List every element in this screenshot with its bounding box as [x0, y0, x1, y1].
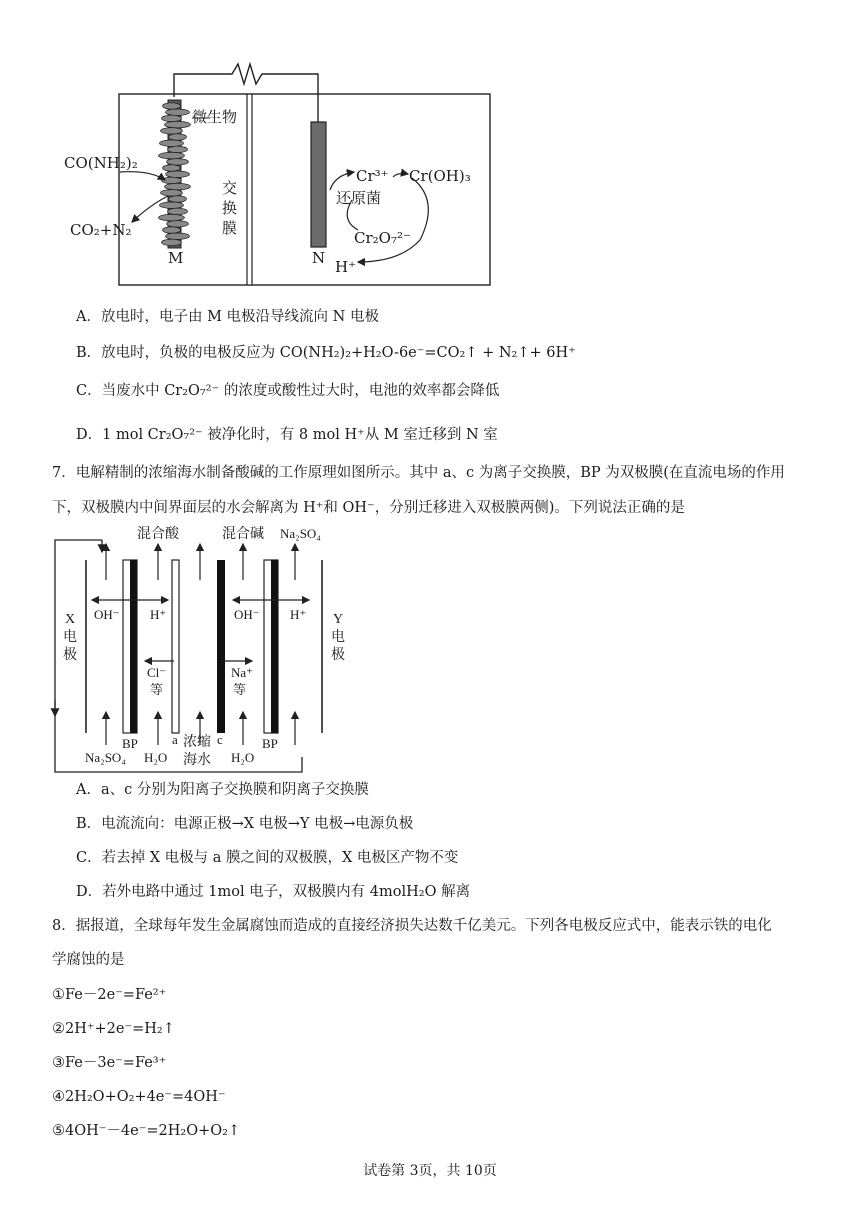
h2o-right-label: H₂O — [231, 750, 255, 765]
c-label: c — [217, 732, 223, 747]
urea-arrow — [120, 172, 165, 180]
cr2o7-label: Cr₂O₇²⁻ — [354, 229, 411, 247]
a-label: a — [172, 732, 178, 747]
q8-equation-4: ④2H₂O+O₂+4e⁻=4OH⁻ — [52, 1089, 226, 1105]
membrane-a — [172, 560, 179, 733]
na2so4-bottom-label: Na₂SO₄ — [85, 750, 126, 765]
x-electrode-label-1: X — [65, 612, 76, 627]
microbe-cell — [166, 109, 190, 115]
q6-option-d: D．1 mol Cr₂O₇²⁻ 被净化时，有 8 mol H⁺从 M 室迁移到 N 室 — [76, 427, 498, 443]
q6-option-a: A．放电时，电子由 M 电极沿导线流向 N 电极 — [76, 309, 379, 325]
microbe-cell — [162, 239, 182, 245]
microbe-cell — [162, 115, 182, 121]
oh-left-label: OH⁻ — [94, 607, 120, 622]
x-electrode-label-2: 电 — [63, 629, 77, 645]
cr3-label: Cr³⁺ — [356, 167, 389, 185]
bp-right-label: BP — [262, 736, 278, 751]
microbe-cell — [159, 214, 185, 220]
q7-stem-line2: 下，双极膜内中间界面层的水会解离为 H⁺和 OH⁻，分别迁移进入双极膜两侧)。下列说法正确的是 — [52, 500, 685, 516]
bacteria-label: 还原菌 — [336, 189, 382, 207]
microbe-cell — [163, 227, 181, 233]
membrane-label-3: 膜 — [222, 219, 238, 237]
mixed-acid-label: 混合酸 — [137, 526, 179, 542]
h-label: H⁺ — [335, 258, 356, 276]
mixed-base-label: 混合碱 — [222, 526, 264, 542]
n-to-cr3-arrow — [330, 172, 354, 190]
q6-option-b: B．放电时，负极的电极反应为 CO(NH₂)₂+H₂O-6e⁻=CO₂↑ + N₂↑+ 6H⁺ — [76, 345, 576, 361]
q8-stem-line2: 学腐蚀的是 — [52, 952, 125, 968]
electrode-n — [311, 122, 326, 247]
figure-microbial-fuel-cell — [0, 0, 860, 300]
microbe-cell — [167, 159, 189, 165]
membrane-label-1: 交 — [222, 179, 238, 197]
cl-deng-label: 等 — [150, 683, 164, 698]
electrode-n-label: N — [312, 249, 326, 267]
membrane-c — [217, 560, 225, 733]
seawater-label-1: 浓缩 — [183, 734, 211, 750]
q8-equation-1: ①Fe－2e⁻=Fe²⁺ — [52, 987, 167, 1003]
microbe-cell — [166, 233, 190, 239]
electrode-m — [159, 100, 191, 248]
bp-left-label: BP — [122, 736, 138, 751]
q8-equation-3: ③Fe－3e⁻=Fe³⁺ — [52, 1055, 167, 1071]
x-electrode-label-3: 极 — [63, 647, 77, 663]
q6-option-c: C．当废水中 Cr₂O₇²⁻ 的浓度或酸性过大时，电池的效率都会降低 — [76, 383, 500, 399]
microbe-cell — [159, 152, 185, 158]
y-electrode-label-3: 极 — [331, 647, 345, 663]
membrane-label-2: 换 — [222, 199, 238, 217]
y-electrode-label-1: Y — [333, 612, 344, 627]
q7-stem-line1: 7．电解精制的浓缩海水制备酸碱的工作原理如图所示。其中 a、c 为离子交换膜，BP 为双极膜(在直流电场的作用 — [52, 465, 785, 481]
croh3-label: Cr(OH)₃ — [409, 167, 471, 185]
q7-option-a: A．a、c 分别为阳离子交换膜和阴离子交换膜 — [76, 782, 369, 798]
h2o-left-label: H₂O — [144, 750, 168, 765]
y-electrode-label-2: 电 — [331, 629, 345, 645]
h-left-label: H⁺ — [150, 607, 167, 622]
page-footer: 试卷第 3页，共 10页 — [363, 1163, 497, 1179]
q7-option-b: B．电流流向：电源正极→X 电极→Y 电极→电源负极 — [76, 816, 414, 832]
figure-electrodialysis — [0, 515, 860, 780]
na-label: Na⁺ — [231, 665, 254, 680]
microbe-cell — [169, 196, 187, 202]
q8-equation-5: ⑤4OH⁻－4e⁻=2H₂O+O₂↑ — [52, 1123, 241, 1139]
microbe-cell — [169, 134, 187, 140]
microbe-cell — [163, 103, 181, 109]
microbe-cell — [163, 165, 181, 171]
q8-equation-2: ②2H⁺+2e⁻=H₂↑ — [52, 1021, 175, 1037]
microbe-cell — [161, 190, 183, 196]
microbe-cell — [167, 221, 189, 227]
microbe-cell — [161, 128, 183, 134]
oh-right-label: OH⁻ — [234, 607, 260, 622]
microbe-cell — [160, 202, 184, 208]
cl-label: Cl⁻ — [147, 665, 167, 680]
h-right-label: H⁺ — [290, 607, 307, 622]
urea-label: CO(NH₂)₂ — [64, 154, 138, 172]
electrode-m-label: M — [168, 249, 184, 267]
microbe-cell — [165, 121, 191, 127]
q7-option-d: D．若外电路中通过 1mol 电子，双极膜内有 4molH₂O 解离 — [76, 884, 471, 900]
microbe-cell — [168, 208, 188, 214]
na-deng-label: 等 — [233, 683, 247, 698]
microbe-label: 微生物 — [192, 108, 238, 126]
microbe-cell — [165, 183, 191, 189]
exchange-membrane — [247, 94, 252, 285]
microbe-cell — [168, 146, 188, 152]
microbe-cell — [160, 140, 184, 146]
cr3-to-croh3-arrow — [393, 173, 408, 177]
microbe-cell — [166, 171, 190, 177]
q8-stem-line1: 8．据报道，全球每年发生金属腐蚀而造成的直接经济损失达数千亿美元。下列各电极反应式中，能表示铁的电化 — [52, 918, 772, 934]
q7-option-c: C．若去掉 X 电极与 a 膜之间的双极膜，X 电极区产物不变 — [76, 850, 459, 866]
seawater-label-2: 海水 — [183, 752, 211, 768]
co2-n2-label: CO₂+N₂ — [70, 221, 132, 239]
na2so4-top-label: Na₂SO₄ — [280, 526, 321, 541]
microbe-cell — [162, 177, 182, 183]
